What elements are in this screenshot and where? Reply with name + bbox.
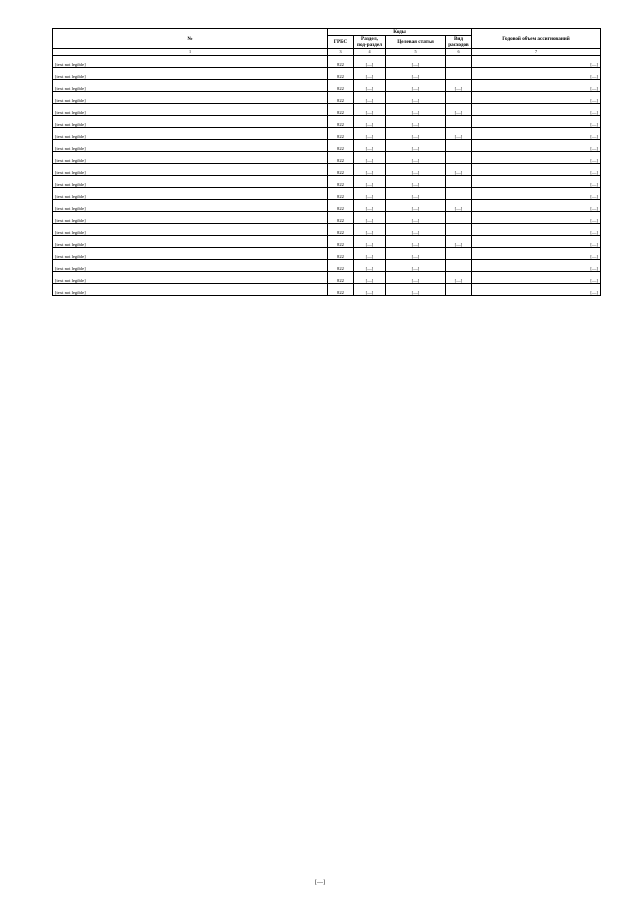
row-razdel: [—] <box>354 80 386 92</box>
row-grbs: 822 <box>328 224 354 236</box>
row-target-article: [—] <box>386 104 446 116</box>
row-razdel: [—] <box>354 236 386 248</box>
row-razdel: [—] <box>354 272 386 284</box>
row-expense-type <box>446 248 472 260</box>
row-grbs: 822 <box>328 272 354 284</box>
row-grbs: 822 <box>328 188 354 200</box>
row-amount: [—] <box>472 212 601 224</box>
row-name: [text not legible] <box>53 140 328 152</box>
row-amount: [—] <box>472 104 601 116</box>
row-razdel: [—] <box>354 260 386 272</box>
row-amount: [—] <box>472 116 601 128</box>
row-name: [text not legible] <box>53 248 328 260</box>
row-grbs: 822 <box>328 212 354 224</box>
table-row <box>53 92 601 104</box>
row-grbs: 822 <box>328 140 354 152</box>
table-row <box>53 200 601 212</box>
row-target-article: [—] <box>386 152 446 164</box>
row-grbs: 822 <box>328 92 354 104</box>
header-razdel: Раздел, под-раздел <box>354 36 386 49</box>
row-target-article: [—] <box>386 200 446 212</box>
row-amount: [—] <box>472 80 601 92</box>
row-name: [text not legible] <box>53 260 328 272</box>
row-amount: [—] <box>472 272 601 284</box>
row-expense-type <box>446 188 472 200</box>
page-number: [—] <box>315 880 325 886</box>
table-row <box>53 236 601 248</box>
header-codes-group: Коды <box>328 29 472 36</box>
row-razdel: [—] <box>354 140 386 152</box>
row-grbs: 822 <box>328 200 354 212</box>
row-razdel: [—] <box>354 104 386 116</box>
table-row <box>53 104 601 116</box>
row-amount: [—] <box>472 248 601 260</box>
table-row <box>53 272 601 284</box>
row-expense-type <box>446 260 472 272</box>
row-expense-type <box>446 176 472 188</box>
row-amount: [—] <box>472 176 601 188</box>
table-header <box>53 29 601 56</box>
row-name: [text not legible] <box>53 68 328 80</box>
row-amount: [—] <box>472 92 601 104</box>
row-name: [text not legible] <box>53 272 328 284</box>
row-amount: [—] <box>472 284 601 296</box>
col-number: 6 <box>446 49 472 56</box>
col-number: 3 <box>328 49 354 56</box>
row-name: [text not legible] <box>53 212 328 224</box>
row-name: [text not legible] <box>53 80 328 92</box>
row-grbs: 822 <box>328 68 354 80</box>
row-target-article: [—] <box>386 68 446 80</box>
table-row <box>53 212 601 224</box>
row-target-article: [—] <box>386 80 446 92</box>
row-grbs: 822 <box>328 128 354 140</box>
row-name: [text not legible] <box>53 116 328 128</box>
row-expense-type <box>446 152 472 164</box>
row-expense-type: [—] <box>446 272 472 284</box>
row-amount: [—] <box>472 128 601 140</box>
row-target-article: [—] <box>386 176 446 188</box>
table-row <box>53 284 601 296</box>
row-amount: [—] <box>472 260 601 272</box>
table-row <box>53 68 601 80</box>
row-amount: [—] <box>472 68 601 80</box>
row-target-article: [—] <box>386 224 446 236</box>
col-number: 7 <box>472 49 601 56</box>
row-target-article: [—] <box>386 284 446 296</box>
row-name: [text not legible] <box>53 128 328 140</box>
row-razdel: [—] <box>354 92 386 104</box>
table-row <box>53 152 601 164</box>
row-razdel: [—] <box>354 164 386 176</box>
row-target-article: [—] <box>386 236 446 248</box>
table-body <box>53 56 601 296</box>
col-number: 5 <box>386 49 446 56</box>
row-grbs: 822 <box>328 104 354 116</box>
row-target-article: [—] <box>386 248 446 260</box>
row-razdel: [—] <box>354 248 386 260</box>
row-expense-type <box>446 68 472 80</box>
row-expense-type: [—] <box>446 236 472 248</box>
row-expense-type: [—] <box>446 164 472 176</box>
row-expense-type: [—] <box>446 104 472 116</box>
table-row <box>53 80 601 92</box>
row-grbs: 822 <box>328 248 354 260</box>
row-expense-type: [—] <box>446 128 472 140</box>
table-row <box>53 140 601 152</box>
row-razdel: [—] <box>354 224 386 236</box>
row-grbs: 822 <box>328 56 354 68</box>
col-number: 4 <box>354 49 386 56</box>
header-num: № <box>53 29 328 49</box>
header-amount: Годовой объем ассигнований <box>472 29 601 49</box>
row-target-article: [—] <box>386 56 446 68</box>
row-target-article: [—] <box>386 116 446 128</box>
row-razdel: [—] <box>354 56 386 68</box>
row-name: [text not legible] <box>53 224 328 236</box>
row-amount: [—] <box>472 200 601 212</box>
row-expense-type <box>446 140 472 152</box>
row-grbs: 822 <box>328 236 354 248</box>
table-row <box>53 260 601 272</box>
row-razdel: [—] <box>354 116 386 128</box>
row-expense-type <box>446 212 472 224</box>
row-razdel: [—] <box>354 284 386 296</box>
row-expense-type: [—] <box>446 200 472 212</box>
row-amount: [—] <box>472 152 601 164</box>
row-name: [text not legible] <box>53 164 328 176</box>
column-number-row <box>53 49 601 56</box>
row-razdel: [—] <box>354 188 386 200</box>
row-amount: [—] <box>472 56 601 68</box>
row-razdel: [—] <box>354 68 386 80</box>
row-target-article: [—] <box>386 140 446 152</box>
row-grbs: 822 <box>328 260 354 272</box>
row-name: [text not legible] <box>53 284 328 296</box>
col-number: 1 <box>53 49 328 56</box>
row-razdel: [—] <box>354 176 386 188</box>
row-razdel: [—] <box>354 152 386 164</box>
row-name: [text not legible] <box>53 188 328 200</box>
row-expense-type <box>446 224 472 236</box>
row-grbs: 822 <box>328 80 354 92</box>
table-row <box>53 176 601 188</box>
row-amount: [—] <box>472 224 601 236</box>
row-name: [text not legible] <box>53 56 328 68</box>
row-razdel: [—] <box>354 212 386 224</box>
row-name: [text not legible] <box>53 92 328 104</box>
row-target-article: [—] <box>386 164 446 176</box>
row-target-article: [—] <box>386 92 446 104</box>
header-vr: Вид расходов <box>446 36 472 49</box>
row-name: [text not legible] <box>53 236 328 248</box>
row-name: [text not legible] <box>53 152 328 164</box>
row-name: [text not legible] <box>53 104 328 116</box>
table-row <box>53 224 601 236</box>
row-target-article: [—] <box>386 212 446 224</box>
row-target-article: [—] <box>386 272 446 284</box>
row-target-article: [—] <box>386 128 446 140</box>
row-expense-type <box>446 284 472 296</box>
table-row <box>53 128 601 140</box>
row-amount: [—] <box>472 236 601 248</box>
table-row <box>53 56 601 68</box>
table-row <box>53 188 601 200</box>
header-cs: Целевая статья <box>386 36 446 49</box>
row-expense-type <box>446 92 472 104</box>
row-grbs: 822 <box>328 152 354 164</box>
row-grbs: 822 <box>328 164 354 176</box>
header-grbs: ГРБС <box>328 36 354 49</box>
row-amount: [—] <box>472 140 601 152</box>
row-grbs: 822 <box>328 284 354 296</box>
row-expense-type <box>446 56 472 68</box>
table-row <box>53 116 601 128</box>
table-row <box>53 164 601 176</box>
row-target-article: [—] <box>386 260 446 272</box>
row-target-article: [—] <box>386 188 446 200</box>
row-razdel: [—] <box>354 128 386 140</box>
table-row <box>53 248 601 260</box>
row-grbs: 822 <box>328 116 354 128</box>
row-name: [text not legible] <box>53 200 328 212</box>
row-expense-type: [—] <box>446 80 472 92</box>
budget-table <box>52 28 601 296</box>
row-amount: [—] <box>472 164 601 176</box>
row-grbs: 822 <box>328 176 354 188</box>
row-amount: [—] <box>472 188 601 200</box>
row-name: [text not legible] <box>53 176 328 188</box>
row-expense-type <box>446 116 472 128</box>
row-razdel: [—] <box>354 200 386 212</box>
